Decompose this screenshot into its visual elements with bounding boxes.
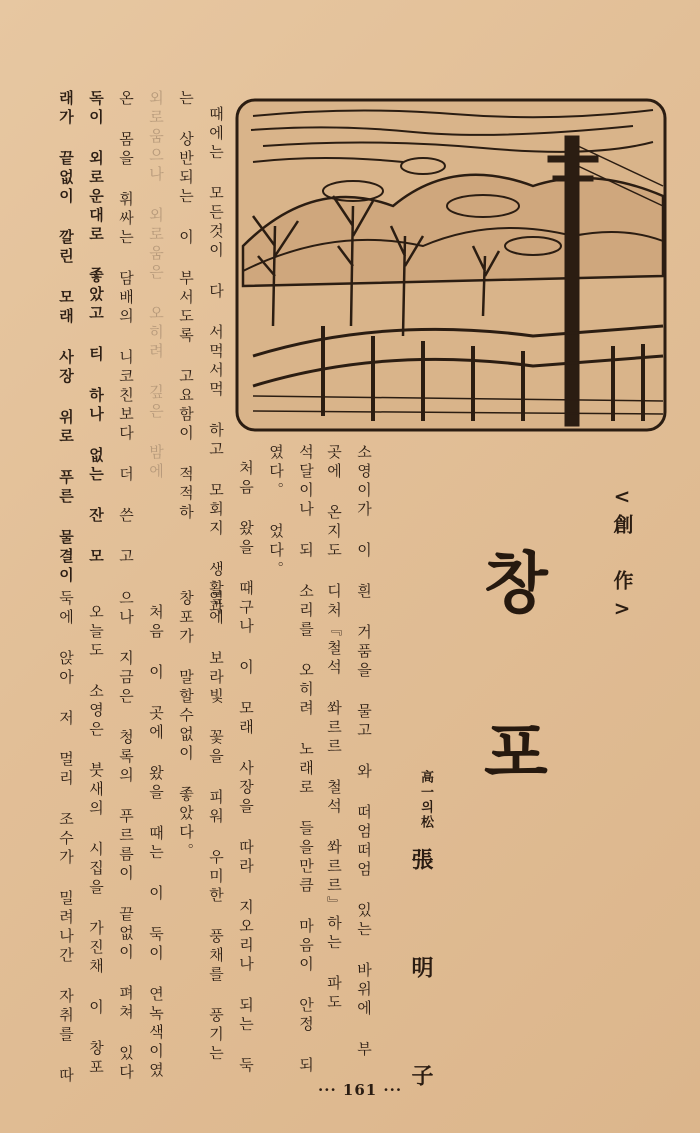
landscape-illustration bbox=[233, 96, 669, 434]
text-column: 창포가 말할수없이 좋았다。 bbox=[177, 590, 195, 862]
text-column: 둑에 앉아 저 멀리 조수가 밀려나간 자취를 따 bbox=[57, 590, 75, 1086]
title-char-2: 포 bbox=[484, 714, 548, 792]
text-column: 처음 이 곳에 왔을 때는 이 둑이 연녹색이였 bbox=[147, 604, 165, 1081]
text-column: 처음 왔을 때구나 이 모래 사장을 따라 지오리나 되는 둑 bbox=[237, 460, 255, 1076]
author-affiliation: 高一의松 bbox=[418, 770, 433, 830]
text-column-faded: 외로움으나 외로움은 오히려 깊은 밤에 bbox=[147, 90, 165, 482]
text-column: 는 상반되는 이 부서도록 고요함이 적적하 bbox=[177, 90, 195, 523]
text-column: 오늘도 소영은 붓새의 시집을 가진채 이 창포 bbox=[87, 604, 105, 1078]
text-column: 였다。 었다。 bbox=[267, 444, 285, 580]
text-column: 곳에 온지도 디처『철석 쏴르르 철석 쏴르르』하는 파도 bbox=[325, 444, 343, 1013]
text-column: 때에는 모든것이 다 서먹서먹 하고 모회지 생활과 bbox=[207, 106, 225, 618]
genre-tag: <創 作> bbox=[610, 484, 634, 626]
text-column: 래가 끝없이 깔린 모래 사장 위로 푸른 물결이 bbox=[57, 90, 75, 586]
text-column: 온 몸을 휘싸는 담배의 니코친보다 더 쓴 고 bbox=[117, 90, 135, 567]
title-char-1: 창 bbox=[484, 544, 548, 622]
author-name: 張 明 子 bbox=[408, 848, 434, 1116]
text-column: 석달이나 되 소리를 오히려 노래로 들을만큼 마음이 안정 되 bbox=[297, 444, 315, 1076]
text-column: 독이 외로운대로 좋았고 티 하나 없는 잔 모 bbox=[87, 90, 105, 567]
page-number: ··· 161 ··· bbox=[318, 1081, 403, 1099]
text-column: 으나 지금은 청록의 푸르름이 끝없이 펴쳐 있다 bbox=[117, 590, 135, 1083]
text-column: 소영이가 이 흰 거품을 물고 와 떠엄떠엄 있는 바위에 부 bbox=[355, 444, 373, 1060]
text-column: 옆에 보라빛 꽃을 피워 우미한 풍채를 풍기는 bbox=[207, 590, 225, 1064]
